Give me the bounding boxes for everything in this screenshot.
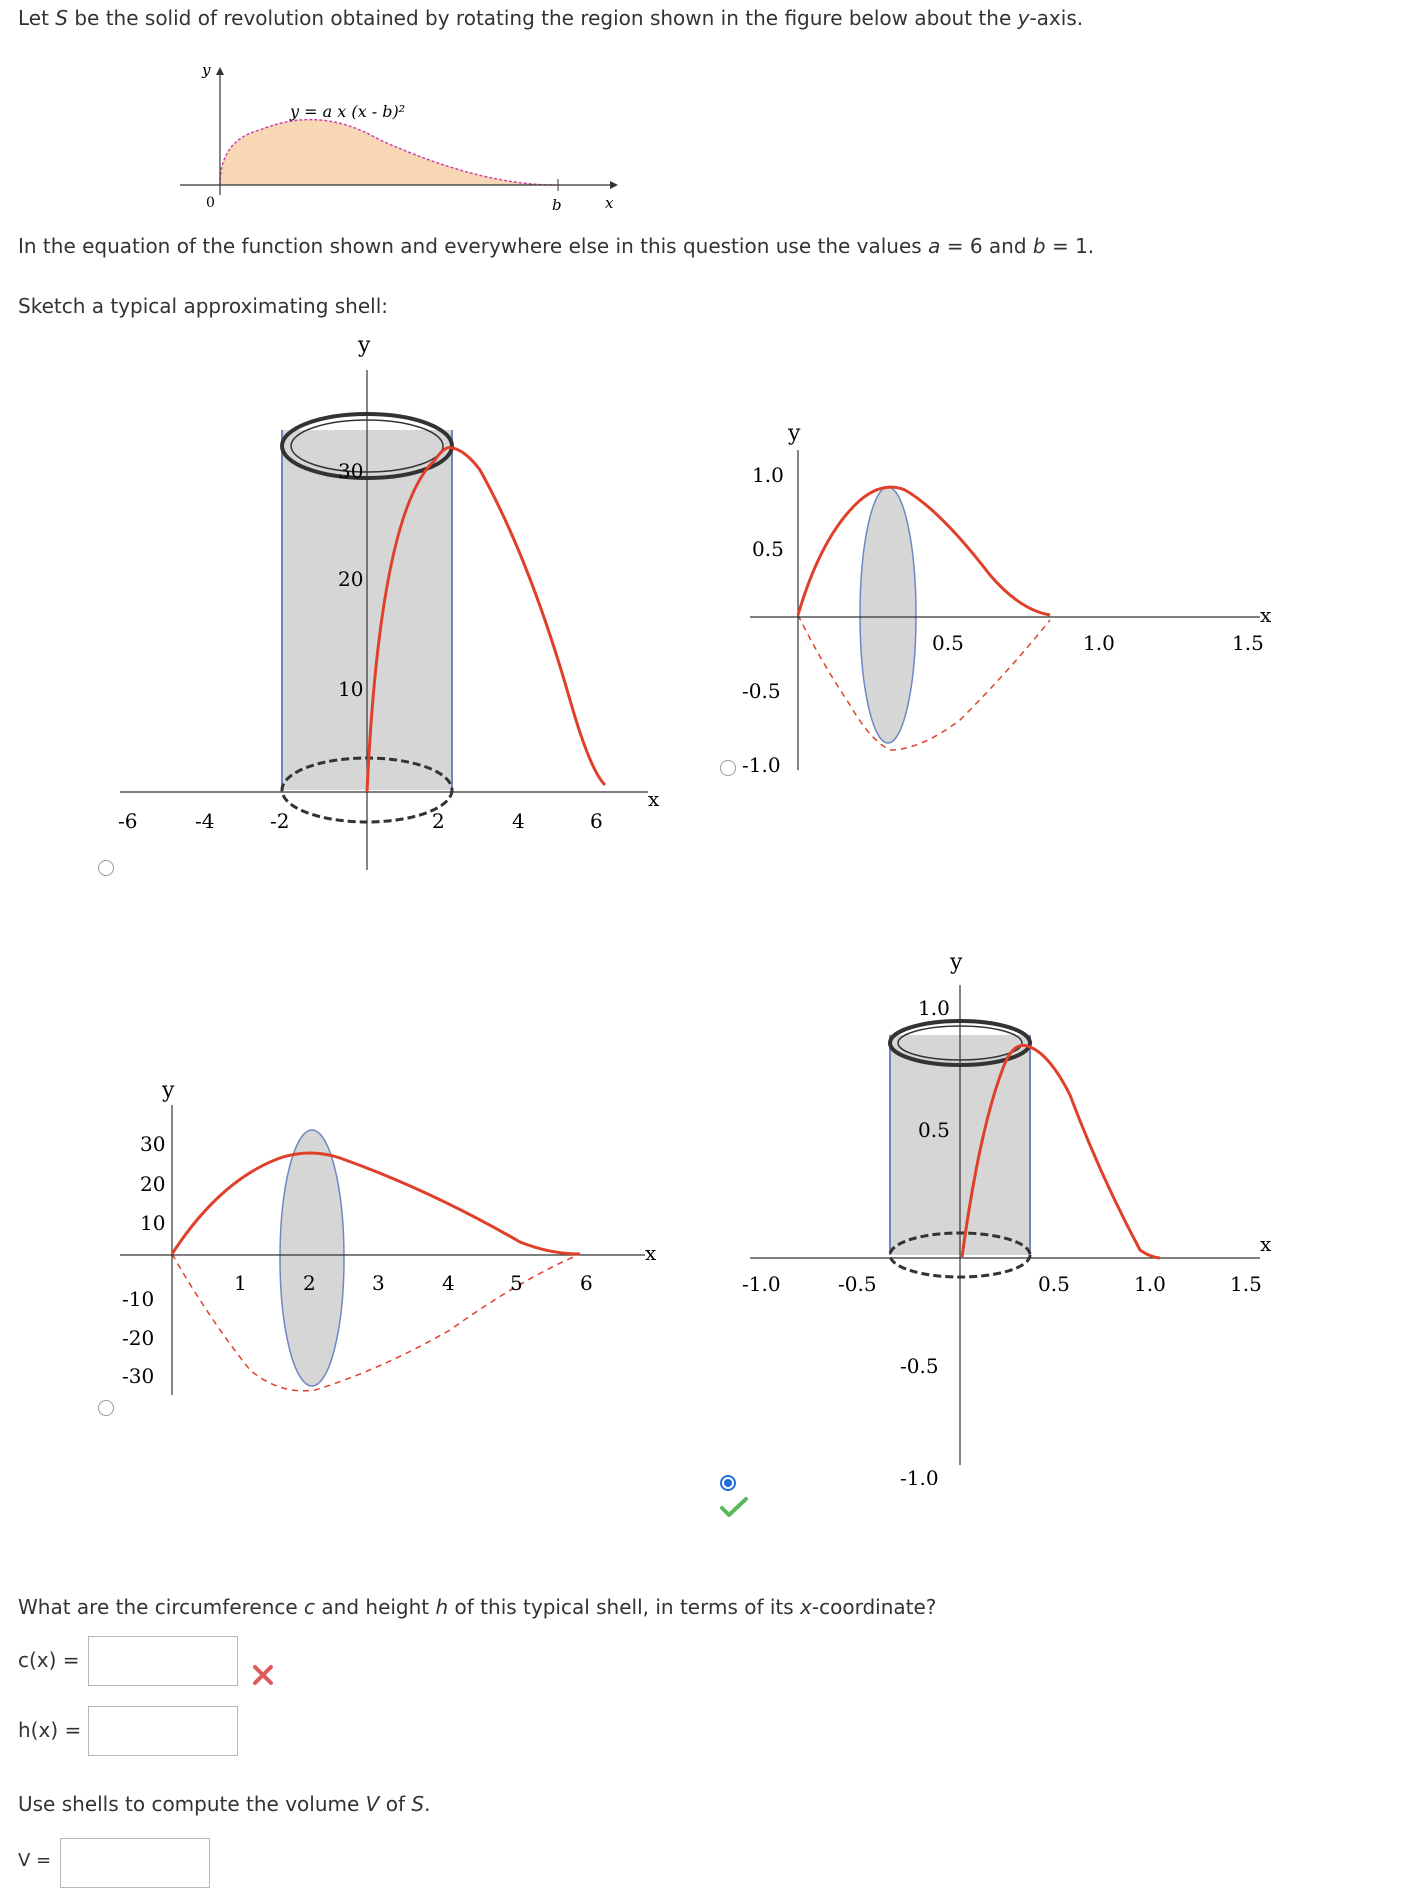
opt1-x-title: x: [648, 787, 660, 811]
opt2-ytick-4: -1.0: [742, 753, 781, 777]
h-label: h(x) =: [18, 1718, 82, 1742]
opt4-xtick-3: 0.5: [1038, 1272, 1070, 1296]
opt1-xtick-4: 2: [432, 809, 445, 833]
V-input[interactable]: [60, 1838, 210, 1888]
opt2-ytick-1: 1.0: [752, 463, 784, 487]
opt2-xtick-2: 1.0: [1083, 631, 1115, 655]
opt3-xtick-5: 5: [510, 1271, 523, 1295]
opt2-ytick-2: 0.5: [752, 537, 784, 561]
opt1-xtick-3: -2: [270, 809, 290, 833]
volume-prompt: Use shells to compute the volume V of S.: [18, 1792, 431, 1816]
opt3-ytick-2: 20: [140, 1172, 166, 1196]
option-1-radio[interactable]: [98, 860, 114, 876]
h-input[interactable]: [88, 1706, 238, 1756]
option-4: [720, 945, 1280, 1489]
c-input[interactable]: [88, 1636, 238, 1686]
opt1-ytick-2: 20: [338, 567, 364, 591]
opt1-xtick-1: -6: [118, 809, 138, 833]
option-2-graph: [720, 420, 1280, 790]
opt1-xtick-2: -4: [195, 809, 215, 833]
figure-x-label: x: [605, 194, 614, 212]
opt4-xtick-1: -1.0: [742, 1272, 781, 1296]
opt3-xtick-1: 1: [234, 1271, 247, 1295]
opt2-x-title: x: [1260, 603, 1272, 627]
option-2-radio[interactable]: [720, 760, 736, 776]
opt3-ytick-6: -30: [122, 1364, 155, 1388]
values-text: In the equation of the function shown and everywhere else in this question use the values a = 6 and b = 1.: [18, 234, 1095, 258]
opt4-xtick-2: -0.5: [838, 1272, 877, 1296]
sketch-prompt: Sketch a typical approximating shell:: [18, 294, 389, 318]
figure-origin-label: 0: [206, 195, 215, 211]
figure-y-label: y: [202, 61, 211, 79]
opt3-ytick-5: -20: [122, 1326, 155, 1350]
opt3-xtick-2: 2: [303, 1271, 316, 1295]
opt3-xtick-3: 3: [372, 1271, 385, 1295]
region-figure: [180, 55, 640, 215]
opt1-ytick-3: 30: [338, 459, 364, 483]
check-icon: [720, 1497, 748, 1517]
c-label: c(x) =: [18, 1648, 80, 1672]
figure-equation: y = a x (x - b)²: [290, 102, 406, 121]
option-3-graph: [100, 1050, 680, 1410]
opt4-y-title: y: [950, 950, 963, 975]
opt3-xtick-4: 4: [442, 1271, 455, 1295]
figure-b-label: b: [552, 196, 562, 214]
intro-text: Let S be the solid of revolution obtained by rotating the region shown in the figure below about the y-axis.: [18, 6, 1084, 30]
opt4-x-title: x: [1260, 1232, 1272, 1256]
opt3-y-title: y: [162, 1078, 175, 1103]
opt3-x-title: x: [645, 1241, 657, 1265]
opt2-xtick-1: 0.5: [932, 631, 964, 655]
opt4-ytick-4: -1.0: [900, 1466, 939, 1485]
opt4-xtick-5: 1.5: [1230, 1272, 1262, 1296]
option-3-radio[interactable]: [98, 1400, 114, 1416]
opt2-xtick-3: 1.5: [1232, 631, 1264, 655]
opt4-xtick-4: 1.0: [1134, 1272, 1166, 1296]
opt1-y-title: y: [358, 340, 371, 358]
opt3-xtick-6: 6: [580, 1271, 593, 1295]
opt1-xtick-6: 6: [590, 809, 603, 833]
opt3-ytick-1: 30: [140, 1132, 166, 1156]
option-4-graph: [720, 945, 1280, 1485]
option-4-radio[interactable]: [720, 1475, 736, 1491]
opt4-ytick-2: 0.5: [918, 1118, 950, 1142]
opt2-y-title: y: [788, 421, 801, 446]
opt4-ytick-1: 1.0: [918, 996, 950, 1020]
shell-prompt: What are the circumference c and height h of this typical shell, in terms of its x-coordinate?: [18, 1595, 937, 1619]
option-3: [100, 1050, 680, 1414]
opt1-ytick-1: 10: [338, 677, 364, 701]
opt2-ytick-3: -0.5: [742, 679, 781, 703]
option-1-graph: [100, 340, 680, 880]
opt3-ytick-4: -10: [122, 1287, 155, 1311]
opt1-xtick-5: 4: [512, 809, 525, 833]
option-2: [720, 420, 1280, 794]
option-1: [100, 340, 680, 884]
opt3-ytick-3: 10: [140, 1211, 166, 1235]
cross-icon: [252, 1664, 274, 1686]
V-label: V =: [18, 1850, 52, 1871]
opt4-ytick-3: -0.5: [900, 1354, 939, 1378]
